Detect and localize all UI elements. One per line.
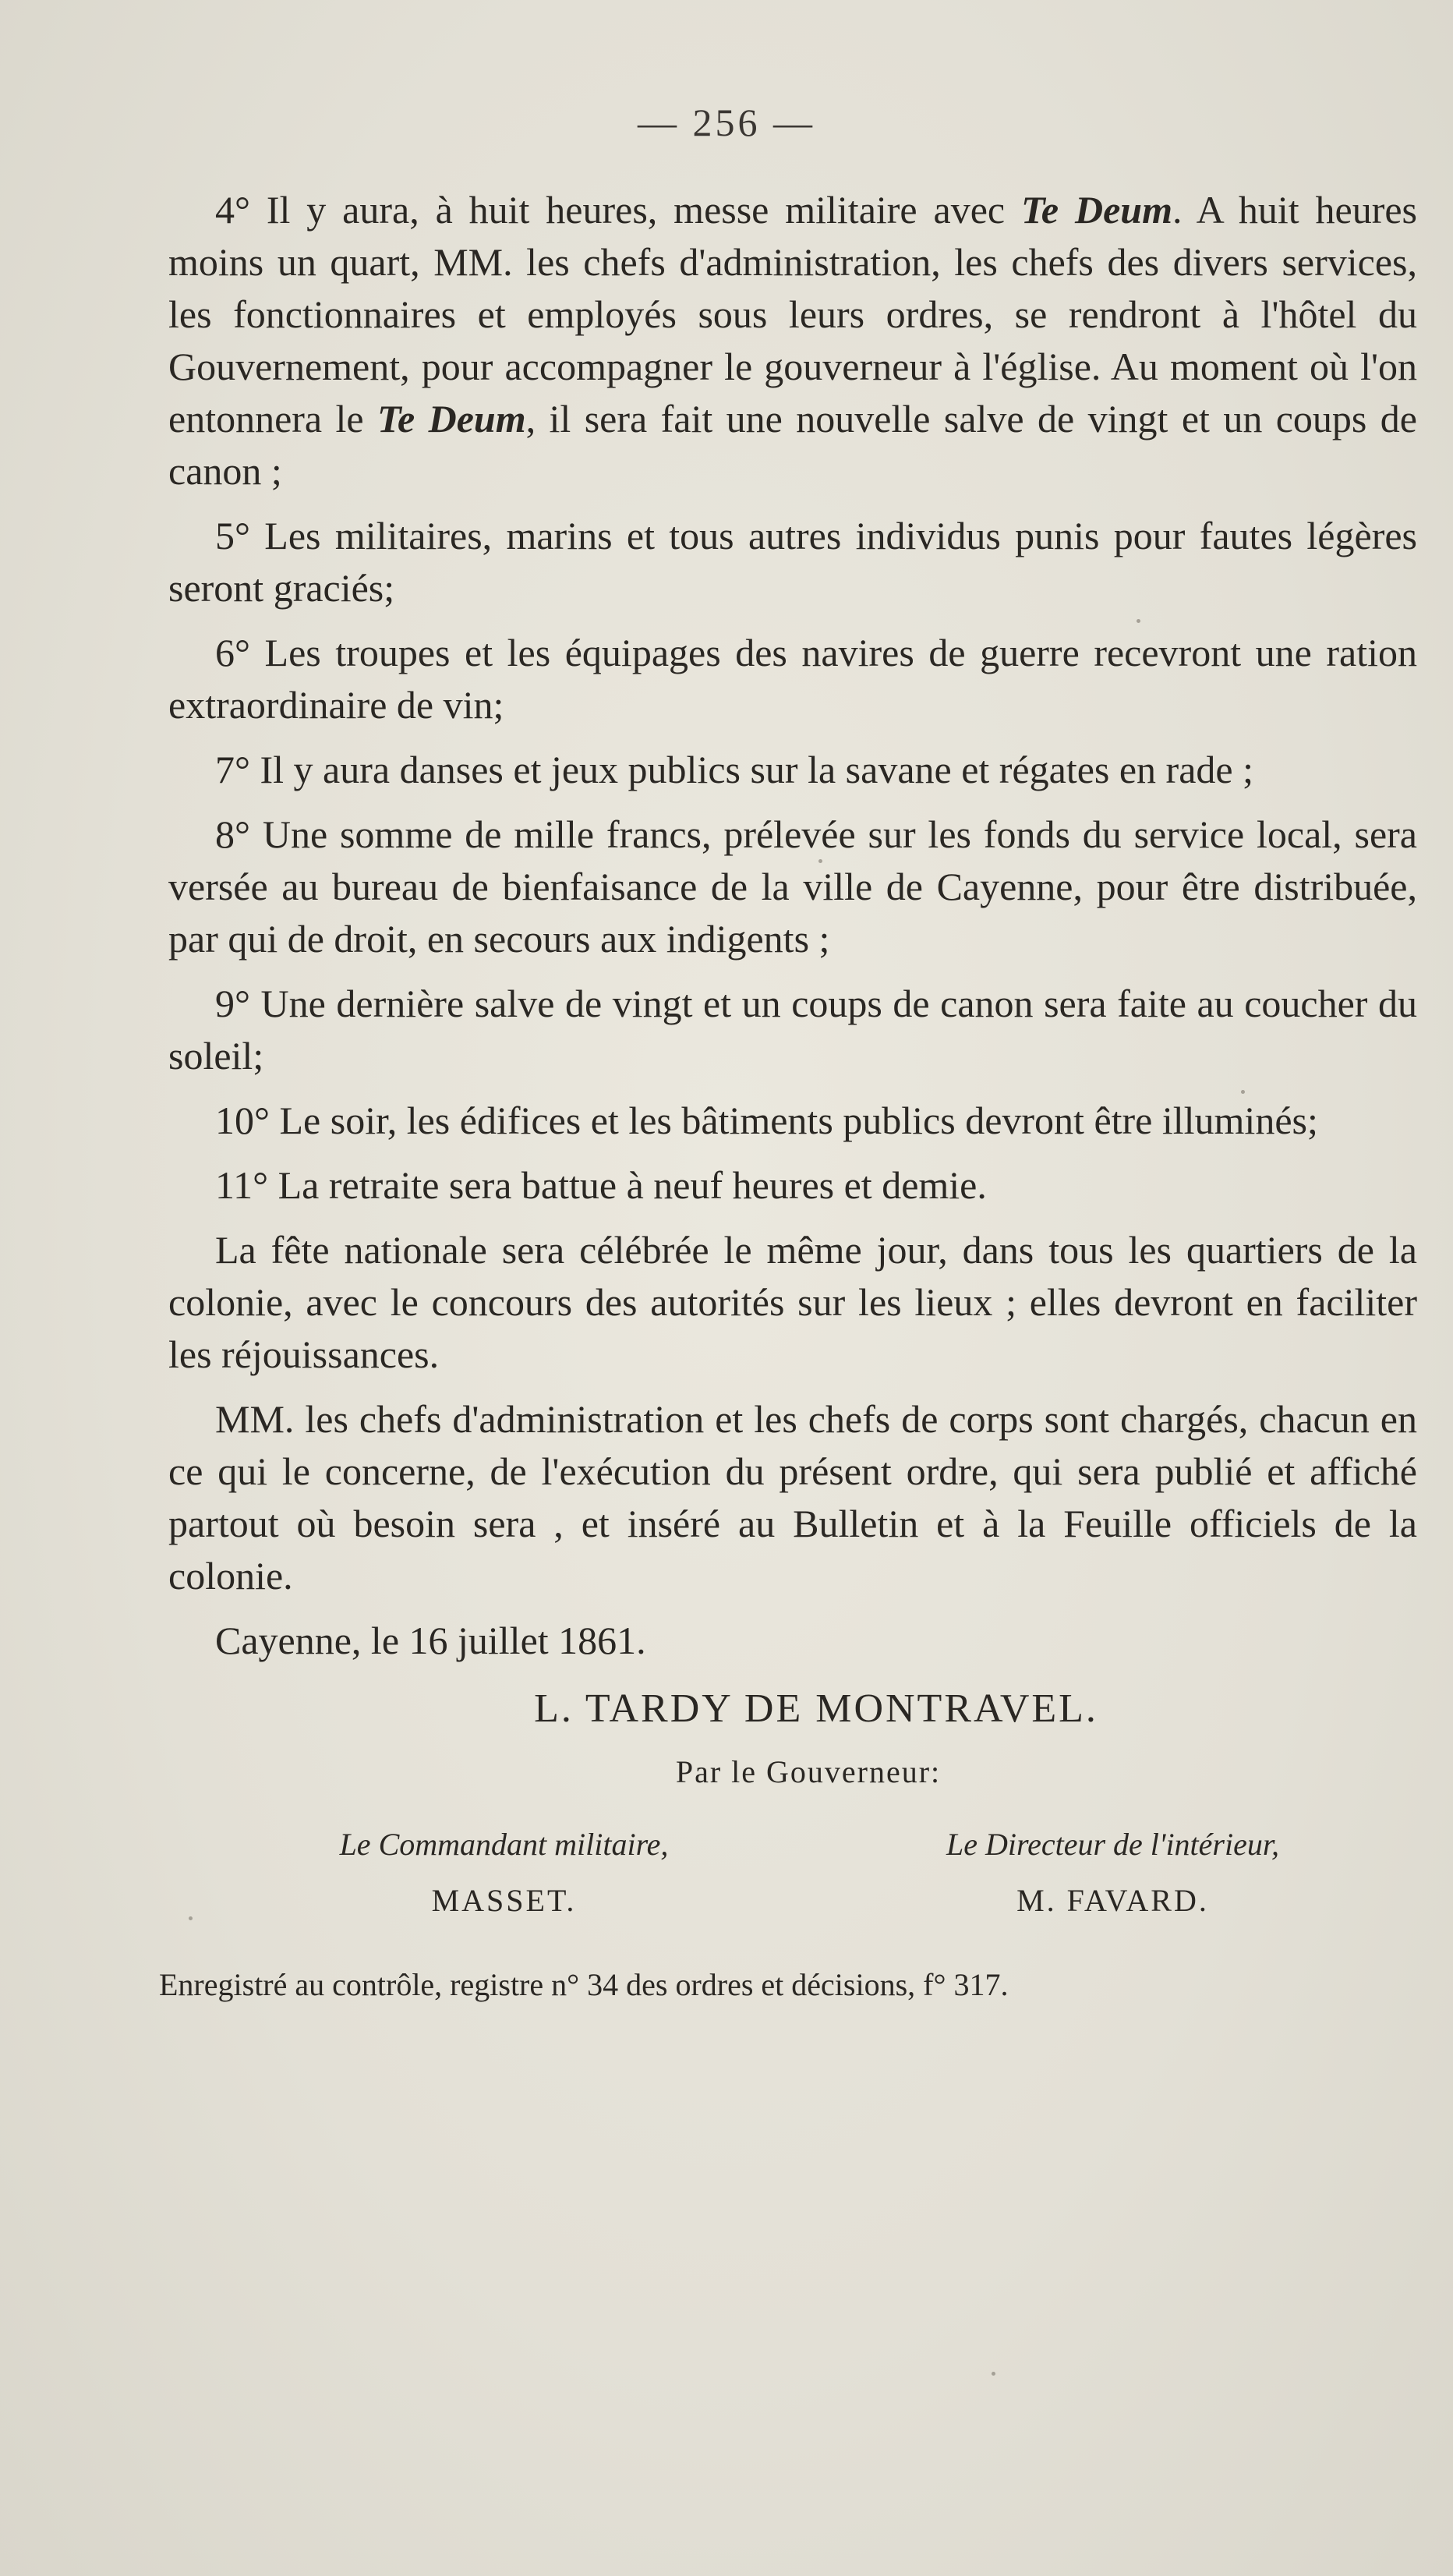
te-deum-italic: Te Deum bbox=[1020, 188, 1172, 232]
registration-note: Enregistré au contrôle, registre n° 34 des ordres et décisions, f° 317. bbox=[159, 1967, 1009, 2002]
paragraph-4-part-1: 4° Il y aura, à huit heures, messe militaire avec bbox=[215, 188, 1021, 232]
paragraph-10: 10° Le soir, les édifices et les bâtiments publics devront être illuminés; bbox=[215, 1099, 1318, 1142]
paragraph-4 bbox=[168, 184, 1417, 497]
officials-block bbox=[168, 1821, 1417, 1924]
paragraph-6: 6° Les troupes et les équipages des navires de guerre recevront une ration extraordinaire de vin; bbox=[168, 631, 1417, 727]
official-role: Le Directeur de l'intérieur, bbox=[946, 1827, 1279, 1862]
paragraph-execution: MM. les chefs d'administration et les chefs de corps sont chargés, chacun en ce qui le concerne, de l'exécution du présent ordre, qui sera publié et affiché partout où besoin sera , et inséré au Bulletin et à la Feuille officiels de la colonie. bbox=[168, 1397, 1417, 1598]
paragraph-4-part-2: . A huit heures moins un quart, MM. les chefs d'administration, les chefs des divers services, les fonctionnaires et employés sous leurs ordres, se rendront à l'hôtel du Gouvernement, pour accompagner le gouverneur à l'église. Au moment où l'on entonnera le bbox=[168, 188, 1417, 441]
official-role: Le Commandant militaire, bbox=[339, 1827, 669, 1862]
date-line: Cayenne, le 16 juillet 1861. bbox=[215, 1619, 646, 1662]
official-commandant bbox=[200, 1821, 808, 1924]
paper-speck bbox=[1137, 619, 1140, 623]
governor-signature: L. TARDY DE MONTRAVEL. bbox=[534, 1686, 1098, 1731]
paper-speck bbox=[992, 2372, 995, 2376]
paragraph-fete-nationale: La fête nationale sera célébrée le même jour, dans tous les quartiers de la colonie, avec le concours des autorités sur les lieux ; elles devront en faciliter les réjouissances. bbox=[168, 1228, 1417, 1376]
page-number: — 256 — bbox=[638, 101, 815, 144]
body-text bbox=[159, 184, 1417, 2007]
paragraph-4-part-3: , il sera fait une nouvelle salve de vingt et un coups de canon ; bbox=[168, 397, 1417, 493]
paragraph-9: 9° Une dernière salve de vingt et un coups de canon sera faite au coucher du soleil; bbox=[168, 982, 1417, 1077]
par-le-gouverneur: Par le Gouverneur: bbox=[675, 1754, 942, 1789]
official-name: M. FAVARD. bbox=[1016, 1883, 1209, 1918]
paper-speck bbox=[818, 859, 822, 863]
paragraph-8: 8° Une somme de mille francs, prélevée sur les fonds du service local, sera versée au bureau de bienfaisance de la ville de Cayenne, pour être distribuée, par qui de droit, en secours aux indigents ; bbox=[168, 812, 1417, 961]
te-deum-italic-2: Te Deum bbox=[377, 397, 526, 441]
official-name: MASSET. bbox=[431, 1883, 577, 1918]
paragraph-11: 11° La retraite sera battue à neuf heures et demie. bbox=[215, 1163, 987, 1207]
paragraph-7: 7° Il y aura danses et jeux publics sur la savane et régates en rade ; bbox=[215, 748, 1253, 791]
paper-speck bbox=[189, 1916, 193, 1920]
paper-speck bbox=[1241, 1090, 1245, 1094]
official-directeur bbox=[808, 1821, 1417, 1924]
paragraph-5: 5° Les militaires, marins et tous autres individus punis pour fautes légères seront graciés; bbox=[168, 514, 1417, 610]
